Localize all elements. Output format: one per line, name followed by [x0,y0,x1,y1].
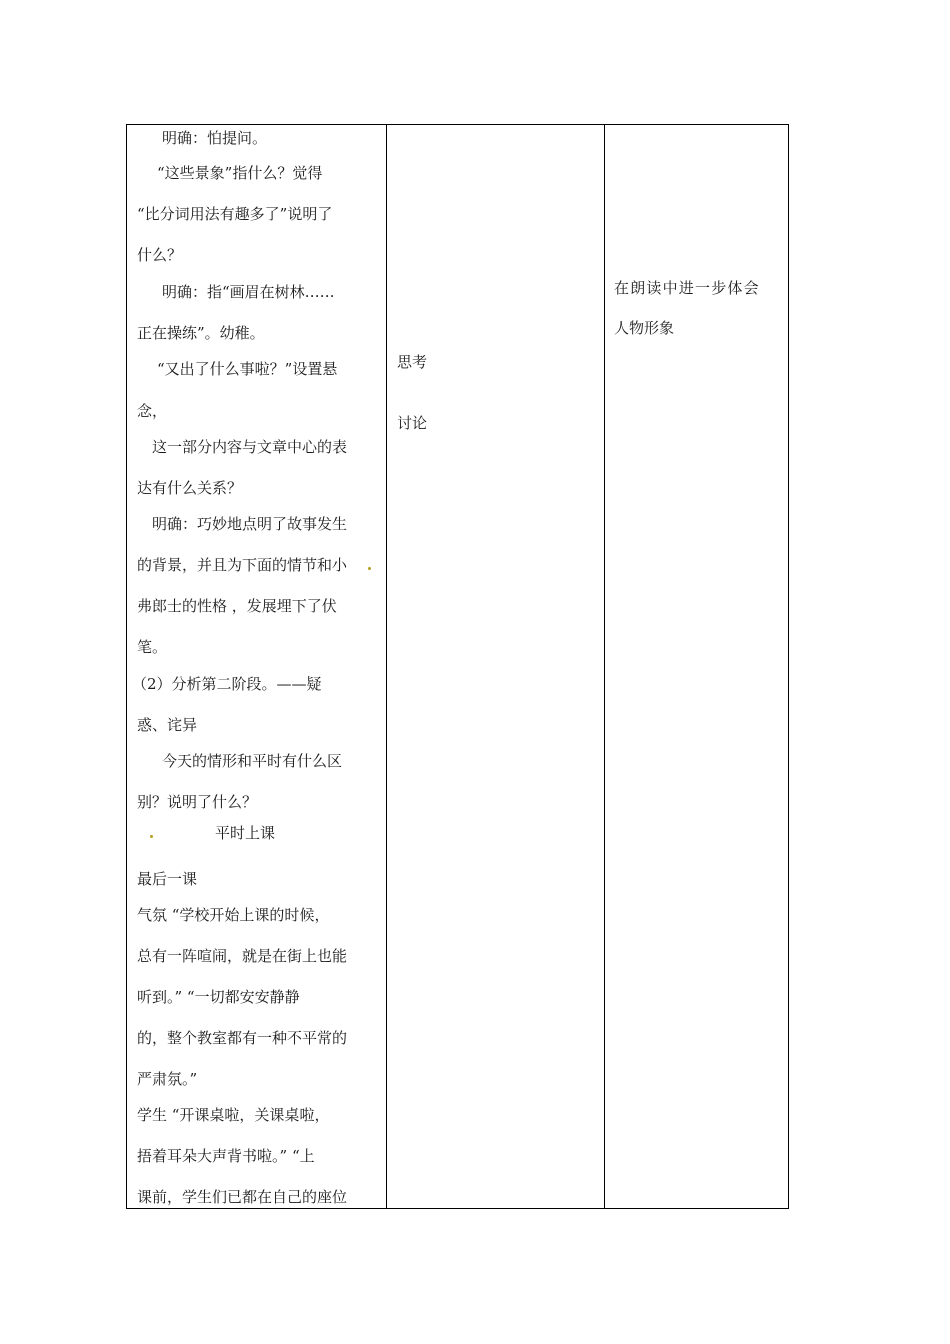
speck-mark [368,567,371,570]
column-divider [604,125,605,1208]
text-line: 别？说明了什么？ [137,793,258,811]
text-line: 讨论 [397,414,428,432]
text-line: （2）分析第二阶段。——疑 [132,675,322,693]
text-line: 平时上课 [215,824,276,842]
text-line: 今天的情形和平时有什么区 [162,752,343,770]
text-line: “又出了什么事啦？”设置悬 [157,360,338,378]
speck-mark [150,835,153,838]
text-line: 的背景，并且为下面的情节和小 [137,556,348,574]
text-line: 正在操练”。幼稚。 [137,324,265,342]
text-line: 思考 [397,353,428,371]
text-line: 在朗读中进一步体会 [614,279,760,297]
text-line: 听到。” “一切都安安静静 [137,988,300,1006]
text-line: 笔。 [137,638,168,656]
text-line: “这些景象”指什么？觉得 [157,164,323,182]
text-line: 人物形象 [614,319,675,337]
text-line: 弗郎士的性格 ，发展埋下了伏 [137,597,337,615]
text-line: 明确：巧妙地点明了故事发生 [152,515,348,533]
text-line: 课前，学生们已都在自己的座位 [137,1188,348,1206]
text-line: 明确：怕提问。 [162,129,268,147]
column-divider [386,125,387,1208]
text-line: 总有一阵喧闹，就是在街上也能 [137,947,348,965]
text-line: 达有什么关系？ [137,479,243,497]
text-line: 惑、诧异 [137,716,198,734]
text-line: 念， [137,402,168,420]
text-line: 严肃氛。” [137,1070,198,1088]
text-line: 捂着耳朵大声背书啦。” “上 [137,1147,315,1165]
text-line: 气氛 “学校开始上课的时候， [137,906,330,924]
text-line: 什么？ [137,246,183,264]
text-line: 的，整个教室都有一种不平常的 [137,1029,348,1047]
text-line: 学生 “开课桌啦，关课桌啦， [137,1106,330,1124]
text-line: 最后一课 [137,870,198,888]
text-line: “比分词用法有趣多了”说明了 [137,205,333,223]
text-line: 这一部分内容与文章中心的表 [152,438,348,456]
text-line: 明确：指“画眉在树林…… [162,283,335,301]
